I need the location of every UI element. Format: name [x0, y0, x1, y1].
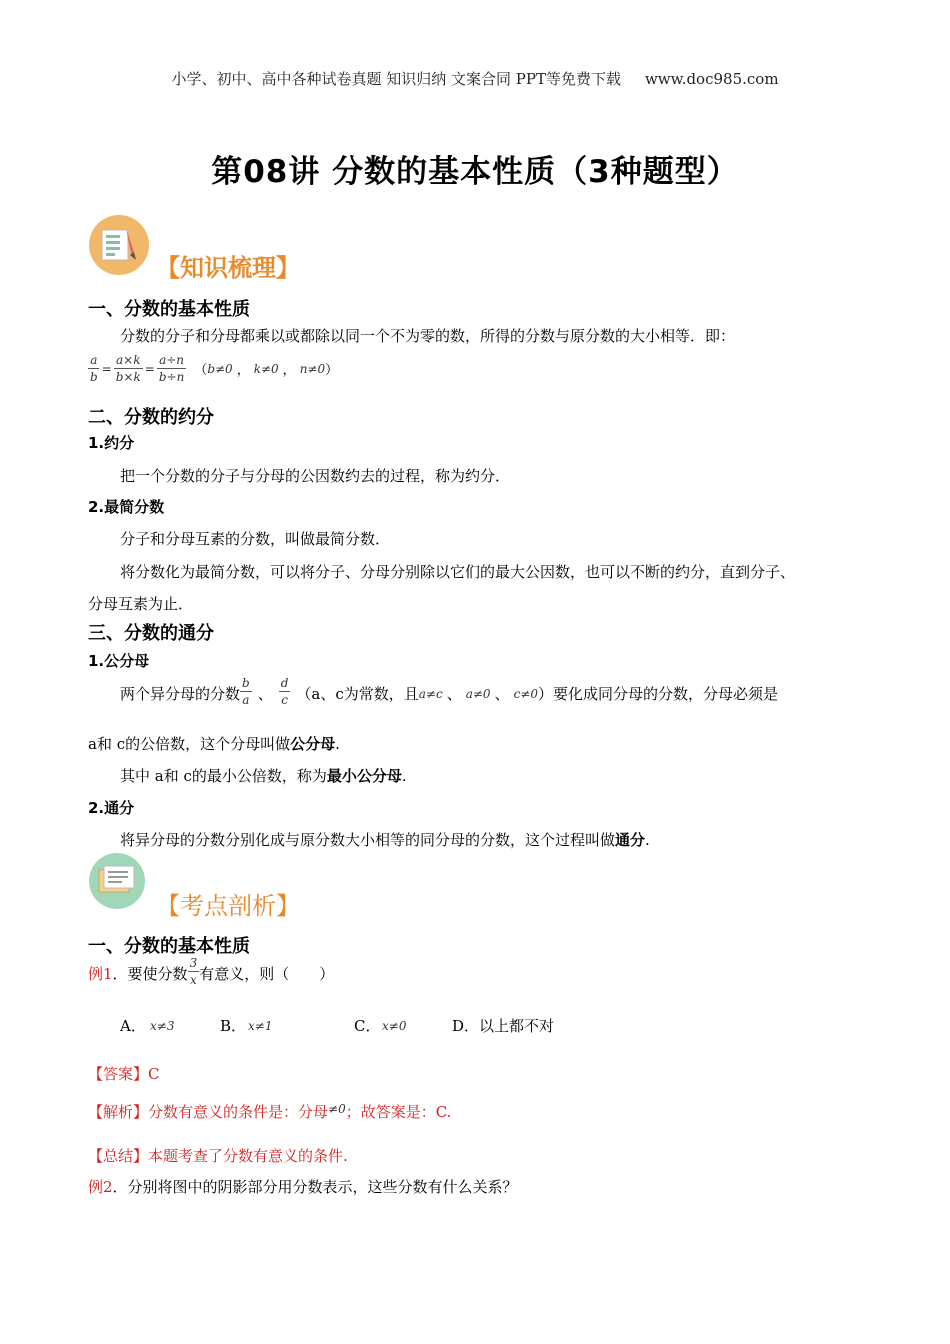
paragraph: 分子和分母互素的分数，叫做最简分数．	[120, 530, 391, 548]
example-1-options	[120, 1015, 554, 1036]
paragraph: 其中 a和 c的最小公倍数，称为最小公分母.	[120, 767, 407, 785]
analysis-icon	[88, 852, 146, 914]
explanation-line: 【解析】 分数有意义的条件是：分母 ≠0 ；故答案是：C.	[88, 1101, 452, 1121]
header-url: www.doc985.com	[644, 70, 779, 88]
example-number: 例1	[88, 965, 113, 983]
explanation-tag: 【解析】	[88, 1103, 149, 1121]
fraction: $\frac{b}{a}$	[242, 676, 250, 707]
section-label-knowledge: 【知识梳理】	[156, 254, 300, 282]
fraction: $\frac{a\times k}{b\times k}$	[115, 353, 141, 384]
term-reduction: 通分	[615, 831, 646, 849]
knowledge-icon	[88, 214, 150, 280]
option-b-label: B．	[220, 1017, 247, 1035]
answer-tag: 【答案】	[88, 1065, 149, 1083]
common-denominator-line: 两个异分母的分数 $\frac{b}{a}$ 、 $\frac{d}{c}$ （a、c为常数，且 a≠c 、 a≠0 、 c≠0 ）要化成同分母的分数，分母必须是	[120, 676, 779, 707]
subheading: 2.最简分数	[88, 498, 165, 516]
example-1-question: 例1 ．要使分数 $\frac{3}{x}$ 有意义，则（ ）	[88, 956, 335, 987]
answer-line	[88, 1063, 160, 1084]
option-a-label: A．	[120, 1017, 146, 1035]
page-header	[0, 68, 950, 89]
paragraph: 将异分母的分数分别化成与原分数大小相等的同分母的分数，这个过程叫做通分.	[120, 831, 650, 849]
paragraph: 分数的分子和分母都乘以或都除以同一个不为零的数，所得的分数与原分数的大小相等．即：	[120, 327, 736, 345]
subheading: 1.约分	[88, 434, 135, 452]
answer-value: C	[148, 1065, 160, 1083]
term-common-denominator: 公分母	[290, 735, 336, 753]
section-heading-2: 二、分数的约分	[88, 407, 214, 428]
header-text: 小学、初中、高中各种试卷真题 知识归纳 文案合同 PPT等免费下载	[171, 70, 621, 88]
fraction: $\frac{a}{b}$	[90, 353, 98, 384]
paragraph: a和 c的公倍数，这个分母叫做公分母.	[88, 735, 340, 753]
fraction: $\frac{d}{c}$	[280, 676, 289, 707]
example-number: 例2	[88, 1178, 113, 1196]
subheading: 1.公分母	[88, 652, 150, 670]
option-d: D．以上都不对	[452, 1017, 555, 1035]
option-c-label: C．	[354, 1017, 381, 1035]
analysis-heading-1: 一、分数的基本性质	[88, 936, 250, 957]
summary-line: 【总结】本题考查了分数有意义的条件.	[88, 1147, 348, 1165]
section-heading-3: 三、分数的通分	[88, 623, 214, 644]
option-c-value: x≠0	[382, 1018, 407, 1033]
fraction: $\frac{3}{x}$	[189, 956, 198, 987]
summary-tag: 【总结】	[88, 1147, 149, 1165]
subheading: 2.通分	[88, 799, 135, 817]
example-2-question: 例2．分别将图中的阴影部分用分数表示，这些分数有什么关系？	[88, 1178, 518, 1196]
page-title: 第08讲 分数的基本性质（3种题型）	[211, 154, 739, 190]
term-least-common-denominator: 最小公分母	[326, 767, 402, 785]
fraction: $\frac{a\div n}{b\div n}$	[158, 353, 185, 384]
section-heading-1: 一、分数的基本性质	[88, 299, 250, 320]
option-b-value: x≠1	[248, 1018, 273, 1033]
formula-basic-property: $\frac{a}{b}$ = $\frac{a\times k}{b\times k}$ = $\frac{a\div n}{b\div n}$ （ b≠0 ， k≠0 ， n≠0 ）	[90, 353, 339, 384]
paragraph: 分母互素为止．	[88, 595, 194, 613]
option-a-value: x≠3	[150, 1018, 175, 1033]
section-label-analysis: 【考点剖析】	[156, 892, 300, 920]
paragraph: 将分数化为最简分数，可以将分子、分母分别除以它们的最大公因数，也可以不断的约分，直到分子、	[120, 563, 796, 581]
paragraph: 把一个分数的分子与分母的公因数约去的过程，称为约分．	[120, 467, 511, 485]
